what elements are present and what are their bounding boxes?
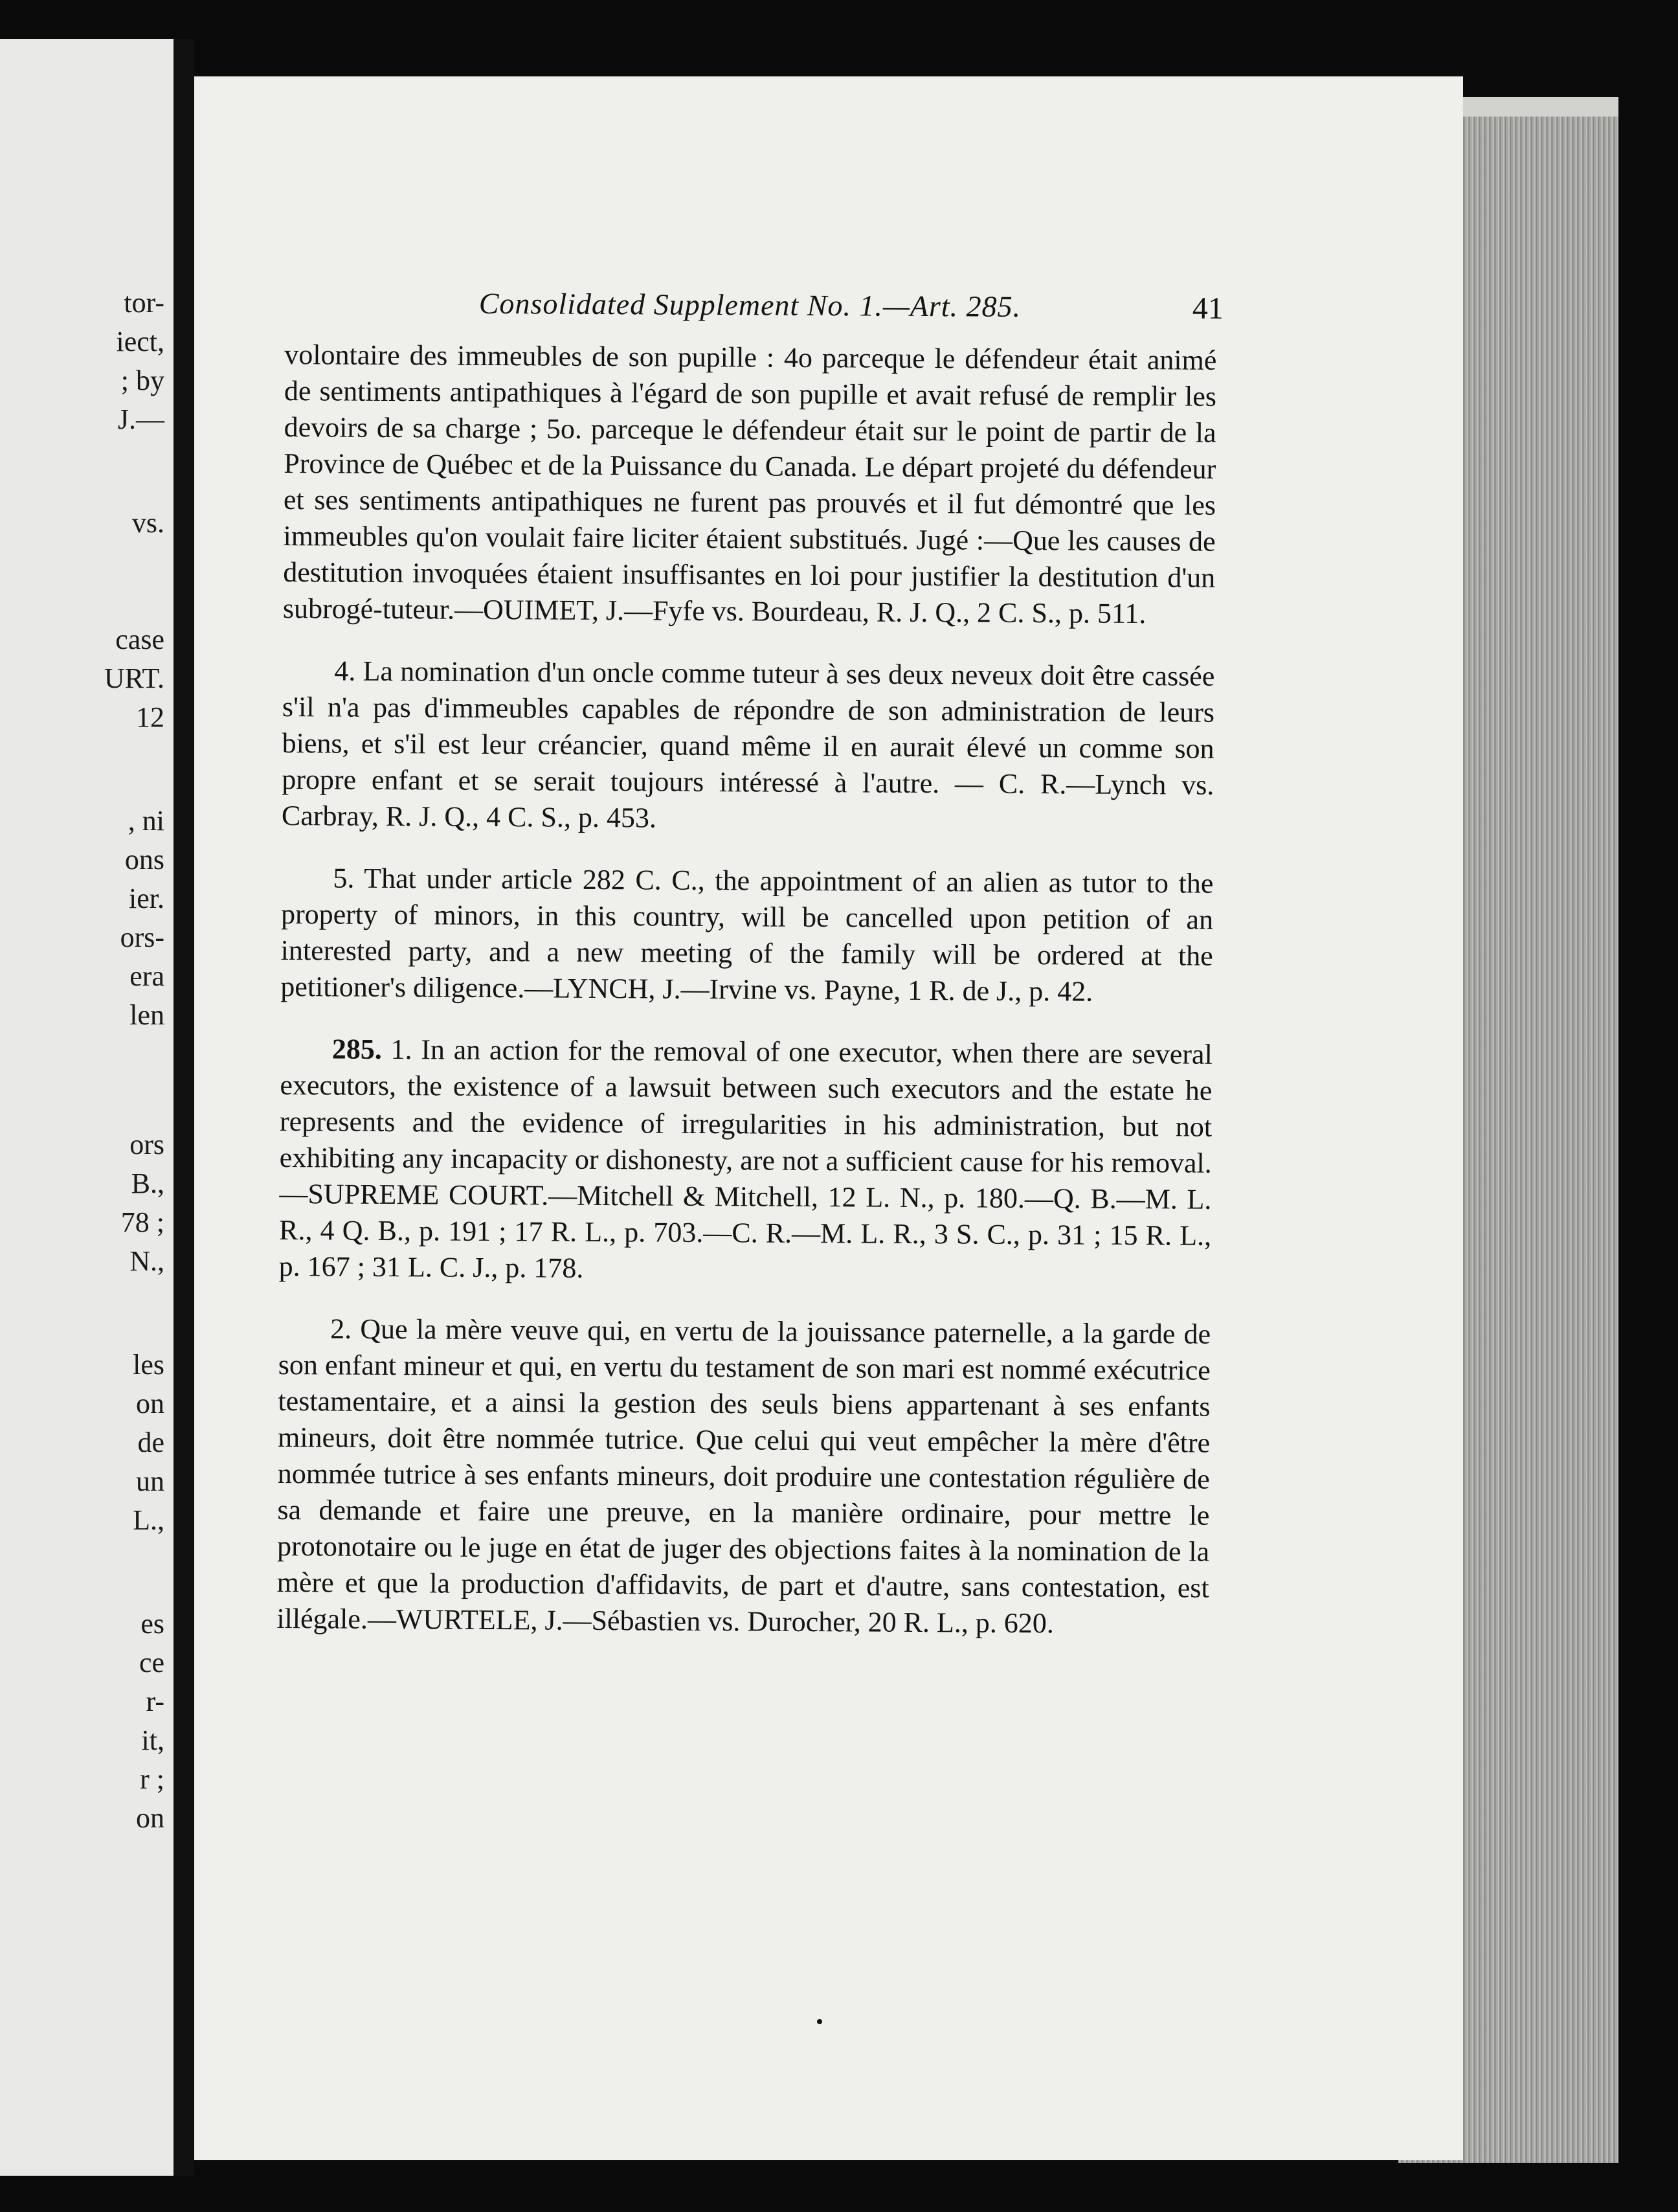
left-page-fragment: iect, bbox=[116, 326, 164, 357]
page-number: 41 bbox=[1192, 291, 1224, 326]
left-page-fragment: de bbox=[137, 1427, 164, 1458]
article-285-item-2 bbox=[276, 1311, 1211, 1643]
paragraph-item-4 bbox=[282, 653, 1215, 840]
left-page-fragment: era bbox=[129, 960, 164, 992]
ink-speck bbox=[817, 2019, 822, 2024]
left-page-fragment: ors- bbox=[120, 921, 164, 953]
left-page-fragment: J.— bbox=[117, 403, 164, 435]
left-page-fragment: 12 bbox=[136, 701, 164, 733]
left-page-fragment: B., bbox=[131, 1168, 164, 1199]
paragraph-text: 5. That under article 282 C. C., the appointment of an alien as tutor to the property of minors, in this country, will be cancelled upon petition of an interested party, and a new meeting of the family will be ordered at the petitioner's diligence.—LYNCH, J.—Irvine vs. Payne, 1 R. de J., p. 42. bbox=[280, 862, 1214, 1008]
left-page-fragment: r ; bbox=[140, 1763, 164, 1795]
left-page-fragment: 78 ; bbox=[120, 1206, 164, 1238]
left-page-fragment: ier. bbox=[129, 883, 164, 914]
paragraph-text: volontaire des immeubles de son pupille : 4o parceque le défendeur était animé de sentiments antipathiques à l'égard de son pupille et avait refusé de remplir les devoirs de sa charge ; 5o. parceque le défendeur était sur le point de partir de la Province de Québec et de la Puissance du Canada. Le départ projeté du défendeur et ses sentiments antipathiques ne furent pas prouvés et il fut démontré que les immeubles qu'on voulait faire liciter étaient substitués. Jugé :—Que les causes de destitution invoquées étaient insuffisantes en loi pour justifier la destitution d'un subrogé-tuteur.—OUIMET, J.—Fyfe vs. Bourdeau, R. J. Q., 2 C. S., p. 511. bbox=[282, 338, 1217, 630]
left-page-fragment: es bbox=[140, 1608, 164, 1640]
running-header bbox=[285, 285, 1224, 343]
left-page-fragment: ; by bbox=[120, 365, 164, 396]
left-page-fragment: len bbox=[129, 999, 164, 1031]
left-page-fragment: case bbox=[115, 624, 164, 655]
left-facing-page bbox=[0, 39, 173, 2176]
running-title: Consolidated Supplement No. 1.—Art. 285. bbox=[478, 286, 1022, 323]
left-page-fragment: ors bbox=[129, 1129, 164, 1160]
left-page-fragment: it, bbox=[141, 1724, 164, 1756]
left-page-fragment: vs. bbox=[131, 507, 164, 539]
book-gutter bbox=[173, 39, 194, 2176]
left-page-fragment: N., bbox=[129, 1245, 164, 1277]
left-page-fragment: tor- bbox=[124, 287, 164, 319]
left-page-fragment: ce bbox=[139, 1647, 164, 1678]
left-page-fragment: ons bbox=[124, 844, 164, 875]
left-page-fragment: les bbox=[133, 1349, 164, 1381]
left-page-fragment: r- bbox=[146, 1686, 164, 1717]
paragraph-text: 2. Que la mère veuve qui, en vertu de la jouissance paternelle, a la garde de son enfant mineur et qui, en vertu du testament de son mari est nommé exécutrice testamentaire, et a ainsi la gestion des seuls biens appartenant à ses enfants mineurs, doit être nommée tutrice. Que celui qui veut empêcher la mère d'être nommée tutrice à ses enfants mineurs, doit produire une contestation régulière de sa demande et faire une preuve, en la manière ordinaire, pour mettre le protonotaire ou le juge en état de juger des objections faites à la nomination de la mère et que la production d'affidavits, de part et d'autre, sans contestation, est illégale.—WURTELE, J.—Sébastien vs. Durocher, 20 R. L., p. 620. bbox=[276, 1313, 1211, 1640]
paragraph-text: 1. In an action for the removal of one executor, when there are several executors, the existence of a lawsuit between such executors and the estate he represents and the evidence of irregularities in his administration, but not exhibiting any incapacity or dishonesty, are not a sufficient cause for his removal.—SUPREME COURT.—Mitchell & Mitchell, 12 L. N., p. 180.—Q. B.—M. L. R., 4 Q. B., p. 191 ; 17 R. L., p. 703.—C. R.—M. L. R., 3 S. C., p. 31 ; 15 R. L., p. 167 ; 31 L. C. J., p. 178. bbox=[278, 1033, 1213, 1284]
paragraph-item-5 bbox=[280, 860, 1213, 1011]
paragraph-continued bbox=[283, 337, 1217, 633]
left-page-fragment: on bbox=[136, 1388, 164, 1419]
left-page-fragment: L., bbox=[133, 1504, 164, 1536]
paragraph-text: 4. La nomination d'un oncle comme tuteur à ses deux neveux doit être cassée s'il n'a pas d'immeubles capables de répondre de son administration de leurs biens, et s'il est leur créancier, quand même il en aurait élevé un comme son propre enfant et se serait toujours intéressé à l'autre. — C. R.—Lynch vs. Carbray, R. J. Q., 4 C. S., p. 453. bbox=[281, 655, 1215, 834]
left-page-fragment: , ni bbox=[128, 805, 164, 837]
article-number: 285. bbox=[331, 1033, 382, 1065]
left-page-fragment: un bbox=[136, 1465, 164, 1497]
article-285-item-1 bbox=[279, 1031, 1213, 1291]
left-page-fragment: on bbox=[136, 1802, 164, 1834]
page-content bbox=[276, 285, 1224, 1669]
left-page-fragment: URT. bbox=[104, 662, 164, 694]
